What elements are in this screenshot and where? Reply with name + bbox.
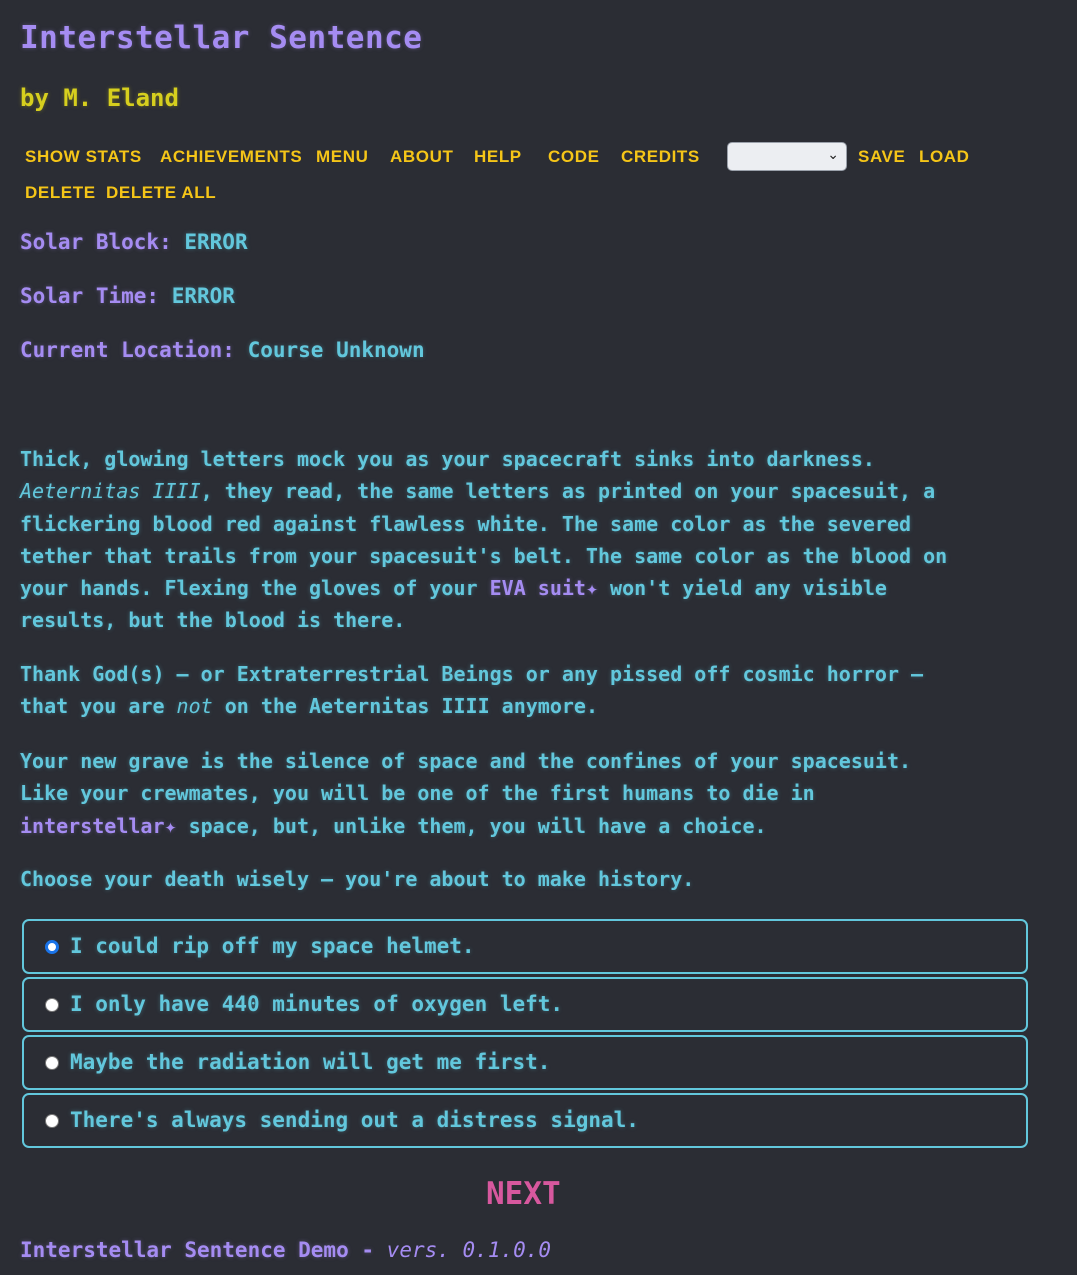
choice-label: I only have 440 minutes of oxygen left. (70, 992, 564, 1016)
story-paragraph (20, 745, 1030, 842)
choice-option[interactable] (22, 919, 1028, 974)
help-button[interactable]: HELP (474, 147, 522, 166)
story-line: flickering blood red against flawless white. The same color as the severed (20, 511, 912, 536)
footer-game-name: Interstellar Sentence Demo (20, 1238, 349, 1262)
story-line (20, 475, 1030, 507)
story-line: Your new grave is the silence of space and the confines of your spacesuit. (20, 749, 912, 773)
location-label: Current Location: (20, 338, 235, 362)
emphasis-text: not (176, 694, 213, 719)
author-byline: by M. Eland (20, 84, 179, 112)
delete-button[interactable]: DELETE (25, 183, 96, 202)
choice-option[interactable] (22, 1093, 1028, 1148)
eva-suit-link[interactable]: EVA suit✦ (489, 576, 598, 601)
chevron-down-icon: ⌄ (827, 147, 839, 163)
next-button[interactable]: NEXT (486, 1176, 561, 1212)
footer (20, 1238, 551, 1262)
ship-name: Aeternitas IIII (20, 479, 201, 504)
about-button[interactable]: ABOUT (390, 147, 454, 166)
story-text: on the Aeternitas IIII anymore. (212, 694, 598, 719)
story-paragraph (20, 658, 1030, 723)
choice-label: Maybe the radiation will get me first. (70, 1050, 551, 1074)
story-line (20, 690, 1030, 722)
footer-version: vers. 0.1.0.0 (386, 1238, 552, 1262)
choice-option[interactable] (22, 977, 1028, 1032)
load-button[interactable]: LOAD (919, 147, 970, 166)
choice-label: I could rip off my space helmet. (70, 934, 475, 958)
story-line: Thick, glowing letters mock you as your spacecraft sinks into darkness. (20, 447, 875, 471)
radio-button[interactable] (45, 998, 59, 1012)
credits-button[interactable]: CREDITS (621, 147, 700, 166)
story-line (20, 810, 1030, 842)
story-text: space, but, unlike them, you will have a choice. (176, 813, 767, 838)
radio-button[interactable] (45, 1114, 59, 1128)
game-title: Interstellar Sentence (20, 20, 423, 56)
radio-button[interactable] (45, 940, 59, 954)
achievements-button[interactable]: ACHIEVEMENTS (160, 147, 303, 166)
story-paragraph (20, 863, 1030, 895)
story-line (20, 572, 1030, 604)
show-stats-button[interactable]: SHOW STATS (25, 147, 142, 166)
save-button[interactable]: SAVE (858, 147, 906, 166)
radio-button[interactable] (45, 1056, 59, 1070)
solar-block-stat (20, 230, 248, 254)
choice-option[interactable] (22, 1035, 1028, 1090)
location-value: Course Unknown (247, 338, 425, 362)
interstellar-link[interactable]: interstellar✦ (20, 813, 177, 838)
solar-time-stat (20, 284, 235, 308)
location-stat (20, 338, 425, 362)
story-text: that you are (20, 694, 177, 719)
story-line: results, but the blood is there. (20, 608, 406, 633)
solar-time-label: Solar Time: (20, 284, 160, 308)
story-paragraph (20, 443, 1030, 637)
story-text: won't yield any visible (597, 576, 887, 601)
code-button[interactable]: CODE (548, 147, 600, 166)
story-text: your hands. Flexing the gloves of your (20, 576, 490, 601)
choice-label: There's always sending out a distress signal. (70, 1108, 639, 1132)
solar-block-label: Solar Block: (20, 230, 172, 254)
delete-all-button[interactable]: DELETE ALL (106, 183, 217, 202)
story-line: Like your crewmates, you will be one of the first humans to die in (20, 781, 815, 806)
story-line: tether that trails from your spacesuit's belt. The same color as the blood on (20, 543, 948, 568)
solar-time-value: ERROR (171, 284, 235, 308)
save-slot-select[interactable] (727, 142, 847, 171)
footer-separator: - (348, 1238, 387, 1262)
menu-button[interactable]: MENU (316, 147, 369, 166)
story-text: , they read, the same letters as printed on your spacesuit, a (200, 479, 936, 504)
story-line: Choose your death wisely — you're about to make history. (20, 867, 695, 891)
story-line: Thank God(s) — or Extraterrestrial Beings or any pissed off cosmic horror — (20, 662, 924, 686)
solar-block-value: ERROR (184, 230, 248, 254)
